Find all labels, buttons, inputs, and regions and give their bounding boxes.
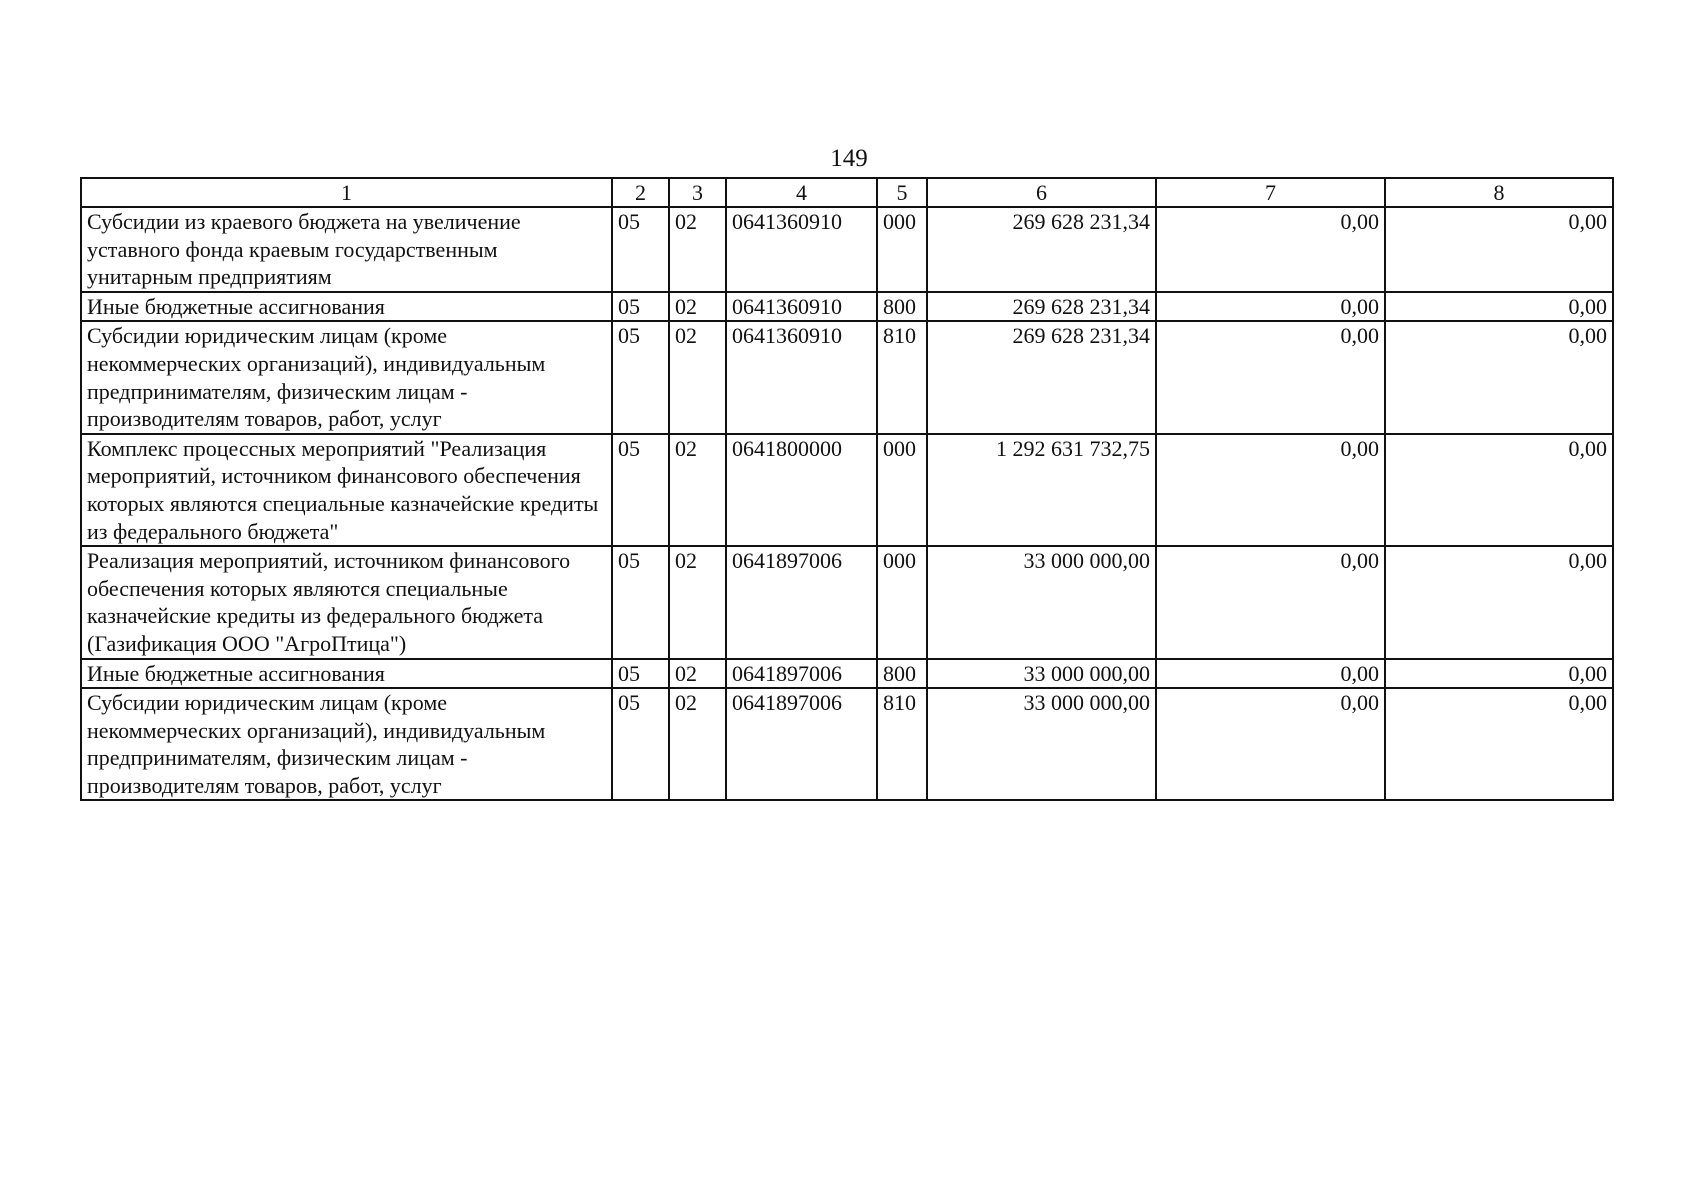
row-target-code: 0641360910 <box>726 321 877 433</box>
column-header-5: 5 <box>877 178 927 207</box>
table-row <box>81 546 1613 658</box>
row-name: Субсидии из краевого бюджета на увеличение уставного фонда краевым государственным унитарным предприятиям <box>81 207 612 292</box>
row-amount-col6: 269 628 231,34 <box>927 292 1156 322</box>
table-row <box>81 434 1613 546</box>
row-name: Иные бюджетные ассигнования <box>81 659 612 689</box>
table-row <box>81 659 1613 689</box>
row-amount-col8: 0,00 <box>1385 546 1613 658</box>
row-section-code: 05 <box>612 321 669 433</box>
row-expense-type-code: 000 <box>877 546 927 658</box>
row-amount-col8: 0,00 <box>1385 321 1613 433</box>
column-header-6: 6 <box>927 178 1156 207</box>
row-expense-type-code: 000 <box>877 434 927 546</box>
row-target-code: 0641897006 <box>726 546 877 658</box>
row-amount-col6: 269 628 231,34 <box>927 207 1156 292</box>
row-target-code: 0641897006 <box>726 659 877 689</box>
row-name: Реализация мероприятий, источником финансового обеспечения которых являются специальные казначейские кредиты из федерального бюджета (Газификация ООО "АгроПтица") <box>81 546 612 658</box>
row-amount-col7: 0,00 <box>1156 321 1385 433</box>
row-amount-col6: 269 628 231,34 <box>927 321 1156 433</box>
row-target-code: 0641360910 <box>726 292 877 322</box>
table-row <box>81 292 1613 322</box>
row-amount-col7: 0,00 <box>1156 546 1385 658</box>
row-subsection-code: 02 <box>669 292 726 322</box>
row-target-code: 0641360910 <box>726 207 877 292</box>
row-name: Комплекс процессных мероприятий "Реализация мероприятий, источником финансового обеспечения которых являются специальные казначейские кредиты из федерального бюджета" <box>81 434 612 546</box>
column-header-4: 4 <box>726 178 877 207</box>
row-name: Иные бюджетные ассигнования <box>81 292 612 322</box>
row-section-code: 05 <box>612 207 669 292</box>
table-row <box>81 321 1613 433</box>
row-subsection-code: 02 <box>669 434 726 546</box>
row-section-code: 05 <box>612 292 669 322</box>
row-expense-type-code: 810 <box>877 688 927 800</box>
row-target-code: 0641800000 <box>726 434 877 546</box>
row-section-code: 05 <box>612 434 669 546</box>
row-amount-col8: 0,00 <box>1385 207 1613 292</box>
row-subsection-code: 02 <box>669 207 726 292</box>
row-section-code: 05 <box>612 688 669 800</box>
column-header-7: 7 <box>1156 178 1385 207</box>
row-subsection-code: 02 <box>669 546 726 658</box>
row-amount-col8: 0,00 <box>1385 434 1613 546</box>
page-number: 149 <box>830 145 868 172</box>
row-section-code: 05 <box>612 659 669 689</box>
row-subsection-code: 02 <box>669 321 726 433</box>
row-expense-type-code: 800 <box>877 292 927 322</box>
row-amount-col7: 0,00 <box>1156 688 1385 800</box>
row-expense-type-code: 800 <box>877 659 927 689</box>
header-row <box>81 178 1613 207</box>
row-amount-col7: 0,00 <box>1156 434 1385 546</box>
row-amount-col8: 0,00 <box>1385 688 1613 800</box>
row-expense-type-code: 000 <box>877 207 927 292</box>
row-section-code: 05 <box>612 546 669 658</box>
column-header-2: 2 <box>612 178 669 207</box>
column-header-1: 1 <box>81 178 612 207</box>
row-name: Субсидии юридическим лицам (кроме некоммерческих организаций), индивидуальным предпринимателям, физическим лицам - производителям товаров, работ, услуг <box>81 688 612 800</box>
row-expense-type-code: 810 <box>877 321 927 433</box>
budget-table <box>80 177 1614 801</box>
row-subsection-code: 02 <box>669 659 726 689</box>
column-header-8: 8 <box>1385 178 1613 207</box>
row-amount-col7: 0,00 <box>1156 659 1385 689</box>
row-amount-col6: 33 000 000,00 <box>927 659 1156 689</box>
row-amount-col8: 0,00 <box>1385 292 1613 322</box>
row-amount-col7: 0,00 <box>1156 207 1385 292</box>
row-subsection-code: 02 <box>669 688 726 800</box>
row-amount-col8: 0,00 <box>1385 659 1613 689</box>
table-row <box>81 688 1613 800</box>
column-header-3: 3 <box>669 178 726 207</box>
row-amount-col6: 33 000 000,00 <box>927 688 1156 800</box>
row-amount-col6: 1 292 631 732,75 <box>927 434 1156 546</box>
row-amount-col7: 0,00 <box>1156 292 1385 322</box>
row-amount-col6: 33 000 000,00 <box>927 546 1156 658</box>
row-name: Субсидии юридическим лицам (кроме некоммерческих организаций), индивидуальным предпринимателям, физическим лицам - производителям товаров, работ, услуг <box>81 321 612 433</box>
table-row <box>81 207 1613 292</box>
row-target-code: 0641897006 <box>726 688 877 800</box>
